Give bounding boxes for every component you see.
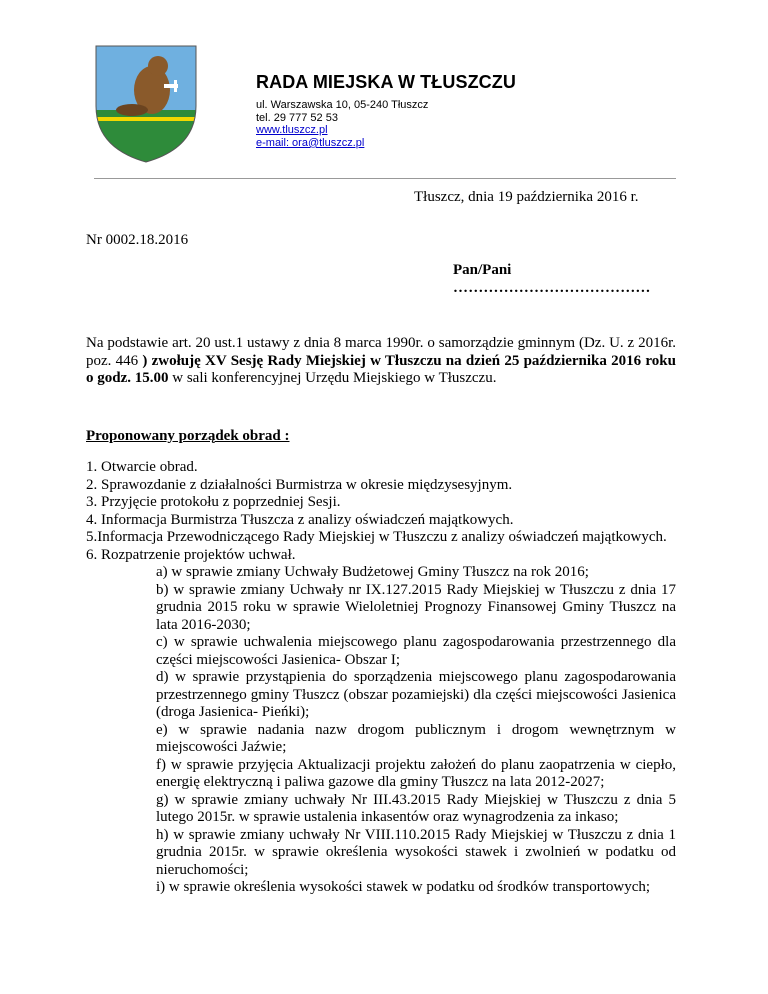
email-link[interactable]: e-mail: ora@tluszcz.pl xyxy=(256,136,365,149)
agenda-item: 5.Informacja Przewodniczącego Rady Miejskiej w Tłuszczu z analizy oświadczeń majątkowych. xyxy=(86,529,667,545)
agenda-subitem: f) w sprawie przyjęcia Aktualizacji projektu założeń do planu zaopatrzenia w ciepło, energię elektryczną i paliwa gazowe dla gminy Tłuszcz na lata 2012-2027; xyxy=(156,756,676,790)
intro-bold-text: ) zwołuję XV Sesję Rady Miejskiej w Tłuszczu na dzień 25 października 2016 roku o godz. 15.00 xyxy=(86,352,676,386)
addressee-block xyxy=(453,262,651,297)
website-link[interactable]: www.tluszcz.pl xyxy=(256,124,328,137)
agenda-item: 6. Rozpatrzenie projektów uchwał. xyxy=(86,546,296,563)
agenda-list xyxy=(86,459,676,897)
council-phone: tel. 29 777 52 53 xyxy=(256,111,338,124)
agenda-item: 4. Informacja Burmistrza Tłuszcza z analizy oświadczeń majątkowych. xyxy=(86,511,514,528)
agenda-item: 1. Otwarcie obrad. xyxy=(86,459,198,475)
agenda-subitem: e) w sprawie nadania nazw drogom publicznym i drogom wewnętrznym w miejscowości Jaźwie; xyxy=(156,721,676,755)
addressee-placeholder: ………………………………… xyxy=(453,279,651,296)
agenda-subitem: c) w sprawie uchwalenia miejscowego planu zagospodarowania przestrzennego dla części miejscowości Jasienica- Obszar I; xyxy=(156,634,676,668)
agenda-item: 3. Przyjęcie protokołu z poprzedniej Sesji. xyxy=(86,494,341,510)
agenda-subitem: d) w sprawie przystąpienia do sporządzenia miejscowego planu zagospodarowania przestrzennego gminy Tłuszcz (obszar pozamiejski) dla części miejscowości Jasienica (droga Jasienica- Pieńki); xyxy=(156,669,676,720)
addressee-label: Pan/Pani xyxy=(453,262,512,278)
council-contact xyxy=(256,99,428,149)
agenda-subitem: h) w sprawie zmiany uchwały Nr VIII.110.2015 Rady Miejskiej w Tłuszczu z dnia 1 grudnia 2015r. w sprawie określenia wysokości stawek i zwolnień w podatku od nieruchomości; xyxy=(156,826,676,878)
letter-date: Tłuszcz, dnia 19 października 2016 r. xyxy=(414,189,639,205)
intro-paragraph xyxy=(86,335,676,388)
agenda-subitem: a) w sprawie zmiany Uchwały Budżetowej Gminy Tłuszcz na rok 2016; xyxy=(156,564,589,580)
intro-text-2: w sali konferencyjnej Urzędu Miejskiego w Tłuszczu. xyxy=(168,370,497,386)
agenda-subitem: g) w sprawie zmiany uchwały Nr III.43.2015 Rady Miejskiej w Tłuszczu z dnia 5 lutego 2015r. w sprawie ustalenia inkasentów oraz wynagrodzenia za inkaso; xyxy=(156,791,676,825)
reference-number: Nr 0002.18.2016 xyxy=(86,232,189,248)
intro-text-1: Na podstawie art. 20 ust.1 ustawy z dnia 8 marca 1990r. o samorządzie gminnym (Dz. U. z 2016r. poz. 446 xyxy=(86,335,676,369)
agenda-subitem: i) w sprawie określenia wysokości stawek w podatku od środków transportowych; xyxy=(156,879,651,895)
agenda-title: Proponowany porządek obrad : xyxy=(86,428,290,444)
coat-of-arms-beaver-icon xyxy=(94,44,198,164)
council-address: ul. Warszawska 10, 05-240 Tłuszcz xyxy=(256,99,429,111)
header-divider xyxy=(94,178,676,179)
agenda-subitem: b) w sprawie zmiany Uchwały nr IX.127.2015 Rady Miejskiej w Tłuszczu z dnia 17 grudnia 2015 roku w sprawie Wieloletniej Prognozy Finansowej Gminy Tłuszcz na lata 2016-2030; xyxy=(156,581,676,633)
council-name: RADA MIEJSKA W TŁUSZCZU xyxy=(256,72,516,92)
agenda-item: 2. Sprawozdanie z działalności Burmistrza w okresie międzysesyjnym. xyxy=(86,476,513,493)
